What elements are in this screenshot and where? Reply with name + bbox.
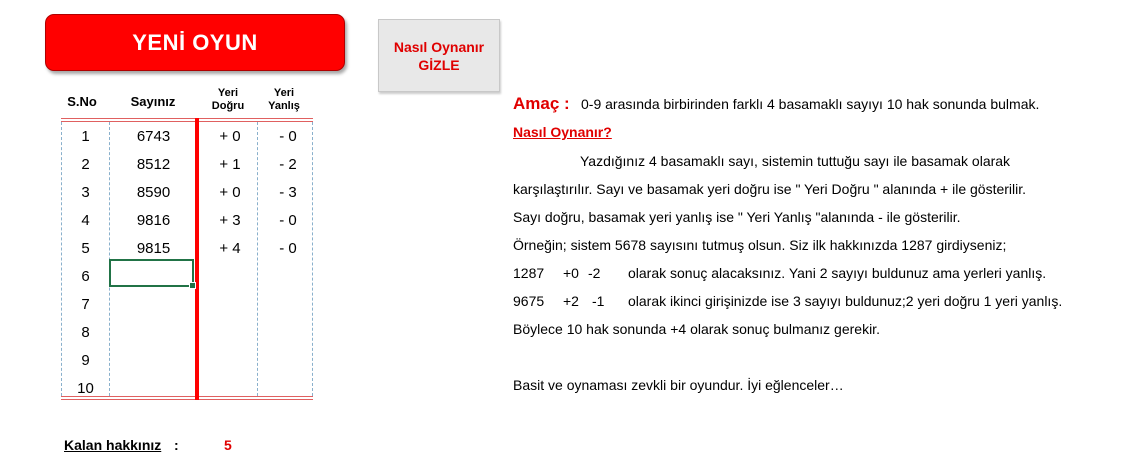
right-place-cell: + 4 <box>219 240 241 257</box>
example-number: 1287 <box>513 265 545 281</box>
example-wrong: -1 <box>592 293 605 309</box>
table-top-border <box>61 118 313 119</box>
example-right: +0 <box>563 265 579 281</box>
column-header-right-line1: Yeri <box>217 87 239 99</box>
column-header-wrong-place <box>262 87 306 113</box>
table-row <box>61 178 313 206</box>
row-number: 8 <box>81 324 90 341</box>
table-row <box>61 150 313 178</box>
remaining-guesses-label: Kalan hakkınız <box>64 437 162 453</box>
row-number: 5 <box>81 240 90 257</box>
table-row <box>61 290 313 318</box>
right-place-cell: + 0 <box>219 128 241 145</box>
column-header-right-place <box>206 87 250 113</box>
how-to-play-toggle-button[interactable] <box>378 19 500 92</box>
column-header-wrong-line1: Yeri <box>273 87 295 99</box>
example-right: +2 <box>563 293 579 309</box>
instruction-line: Yazdığınız 4 basamaklı sayı, sistemin tuttuğu sayı ile basamak olarak <box>580 153 1011 169</box>
row-number: 2 <box>81 156 90 173</box>
row-number: 9 <box>81 352 90 369</box>
table-row <box>61 234 313 262</box>
how-to-play-label: Nasıl Oynanır <box>393 38 485 55</box>
row-number: 4 <box>81 212 90 229</box>
wrong-place-cell: - 0 <box>279 212 297 229</box>
column-header-wrong-line2: Yanlış <box>268 100 300 112</box>
right-place-cell: + 0 <box>219 184 241 201</box>
example-number: 9675 <box>513 293 545 309</box>
instruction-line: Örneğin; sistem 5678 sayısını tutmuş olsun. Siz ilk hakkınızda 1287 girdiyseniz; <box>513 237 1007 253</box>
guess-cell[interactable]: 8590 <box>136 184 171 201</box>
wrong-place-cell: - 0 <box>279 128 297 145</box>
row-number: 1 <box>81 128 90 145</box>
column-header-no: S.No <box>67 94 97 109</box>
new-game-button[interactable]: YENİ OYUN <box>45 14 345 71</box>
row-number: 6 <box>81 268 90 285</box>
table-row <box>61 374 313 402</box>
instruction-line: Basit ve oynaması zevkli bir oyundur. İyi eğlenceler… <box>513 377 844 393</box>
example-text: olarak sonuç alacaksınız. Yani 2 sayıyı buldunuz ama yerleri yanlış. <box>628 265 1047 281</box>
guess-cell[interactable]: 8512 <box>136 156 171 173</box>
example-wrong: -2 <box>588 265 601 281</box>
goal-text: 0-9 arasında birbirinden farklı 4 basamaklı sayıyı 10 hak sonunda bulmak. <box>581 96 1040 112</box>
instruction-line: Böylece 10 hak sonunda +4 olarak sonuç bulmanız gerekir. <box>513 321 880 337</box>
goal-label: Amaç : <box>513 94 570 113</box>
remaining-guesses-colon: : <box>174 437 179 453</box>
column-header-right-line2: Doğru <box>211 100 245 112</box>
table-row <box>61 318 313 346</box>
wrong-place-cell: - 3 <box>279 184 297 201</box>
how-to-play-title: Nasıl Oynanır? <box>513 124 612 140</box>
guess-cell[interactable]: 9816 <box>136 212 171 229</box>
instruction-line: Sayı doğru, basamak yeri yanlış ise " Yeri Yanlış "alanında - ile gösterilir. <box>513 209 961 225</box>
table-row <box>61 206 313 234</box>
table-row <box>61 346 313 374</box>
example-text: olarak ikinci girişinizde ise 3 sayıyı buldunuz;2 yeri doğru 1 yeri yanlış. <box>628 293 1063 309</box>
right-place-cell: + 1 <box>219 156 241 173</box>
right-place-cell: + 3 <box>219 212 241 229</box>
active-input-cell[interactable] <box>109 259 194 287</box>
wrong-place-cell: - 0 <box>279 240 297 257</box>
guess-cell[interactable]: 6743 <box>136 128 171 145</box>
table-row <box>61 122 313 150</box>
hide-label: GİZLE <box>418 56 460 73</box>
remaining-guesses-value: 5 <box>224 437 232 453</box>
wrong-place-cell: - 2 <box>279 156 297 173</box>
row-number: 3 <box>81 184 90 201</box>
instruction-line: karşılaştırılır. Sayı ve basamak yeri doğru ise " Yeri Doğru " alanında + ile gösterilir. <box>513 181 1027 197</box>
column-header-number: Sayınız <box>130 94 176 109</box>
row-number: 10 <box>77 380 94 397</box>
row-number: 7 <box>81 296 90 313</box>
guess-cell[interactable]: 9815 <box>136 240 171 257</box>
